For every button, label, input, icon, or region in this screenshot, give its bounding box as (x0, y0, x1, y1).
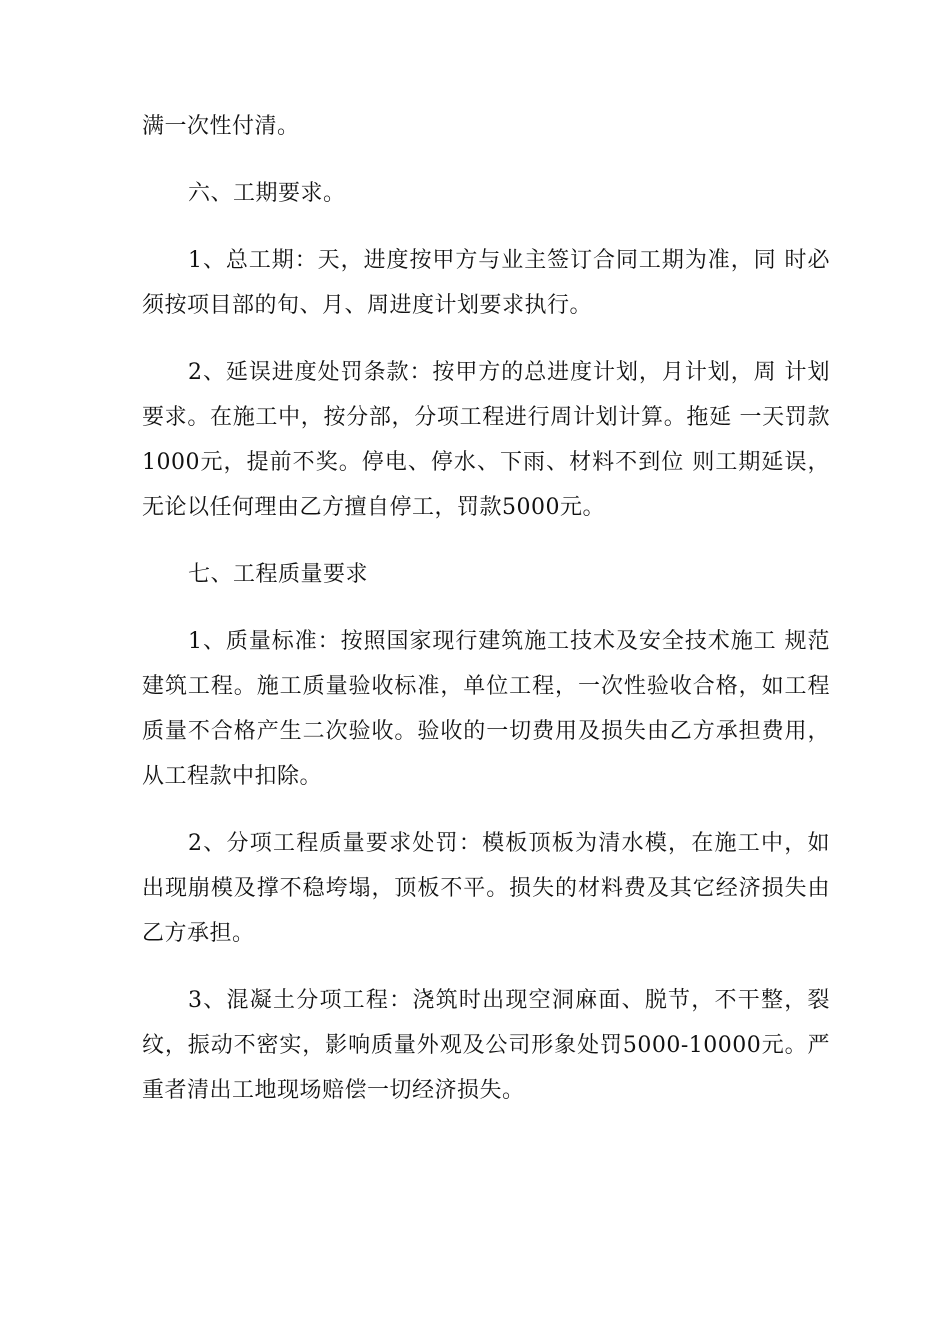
paragraph-concrete-penalty: 3、混凝土分项工程：浇筑时出现空洞麻面、脱节，不干整，裂纹，振动不密实，影响质量外观及公司形象处罚5000-10000元。严重者清出工地现场赔偿一切经济损失。 (142, 988, 830, 1103)
section-heading-schedule: 六、工期要求。 (188, 181, 346, 206)
paragraph-continuation: 满一次性付清。 (142, 114, 300, 139)
paragraph-subitem-penalty: 2、分项工程质量要求处罚：模板顶板为清水模，在施工中，如出现崩模及撑不稳垮塌，顶板不平。损失的材料费及其它经济损失由乙方承担。 (142, 831, 830, 946)
section-heading-quality: 七、工程质量要求 (188, 562, 369, 587)
paragraph-quality-standard: 1、质量标准：按照国家现行建筑施工技术及安全技术施工 规范建筑工程。施工质量验收标准，单位工程，一次性验收合格，如工程质量不合格产生二次验收。验收的一切费用及损失由乙方承担费用，从工程款中扣除。 (142, 629, 830, 789)
document-body (142, 104, 830, 1135)
paragraph-total-duration: 1、总工期：天，进度按甲方与业主签订合同工期为准，同 时必须按项目部的旬、月、周进度计划要求执行。 (142, 248, 830, 318)
paragraph-delay-penalty: 2、延误进度处罚条款：按甲方的总进度计划，月计划，周 计划要求。在施工中，按分部，分项工程进行周计划计算。拖延 一天罚款1000元，提前不奖。停电、停水、下雨、材料不到位 则工期延误，无论以任何理由乙方擅自停工，罚款5000元。 (142, 360, 830, 520)
